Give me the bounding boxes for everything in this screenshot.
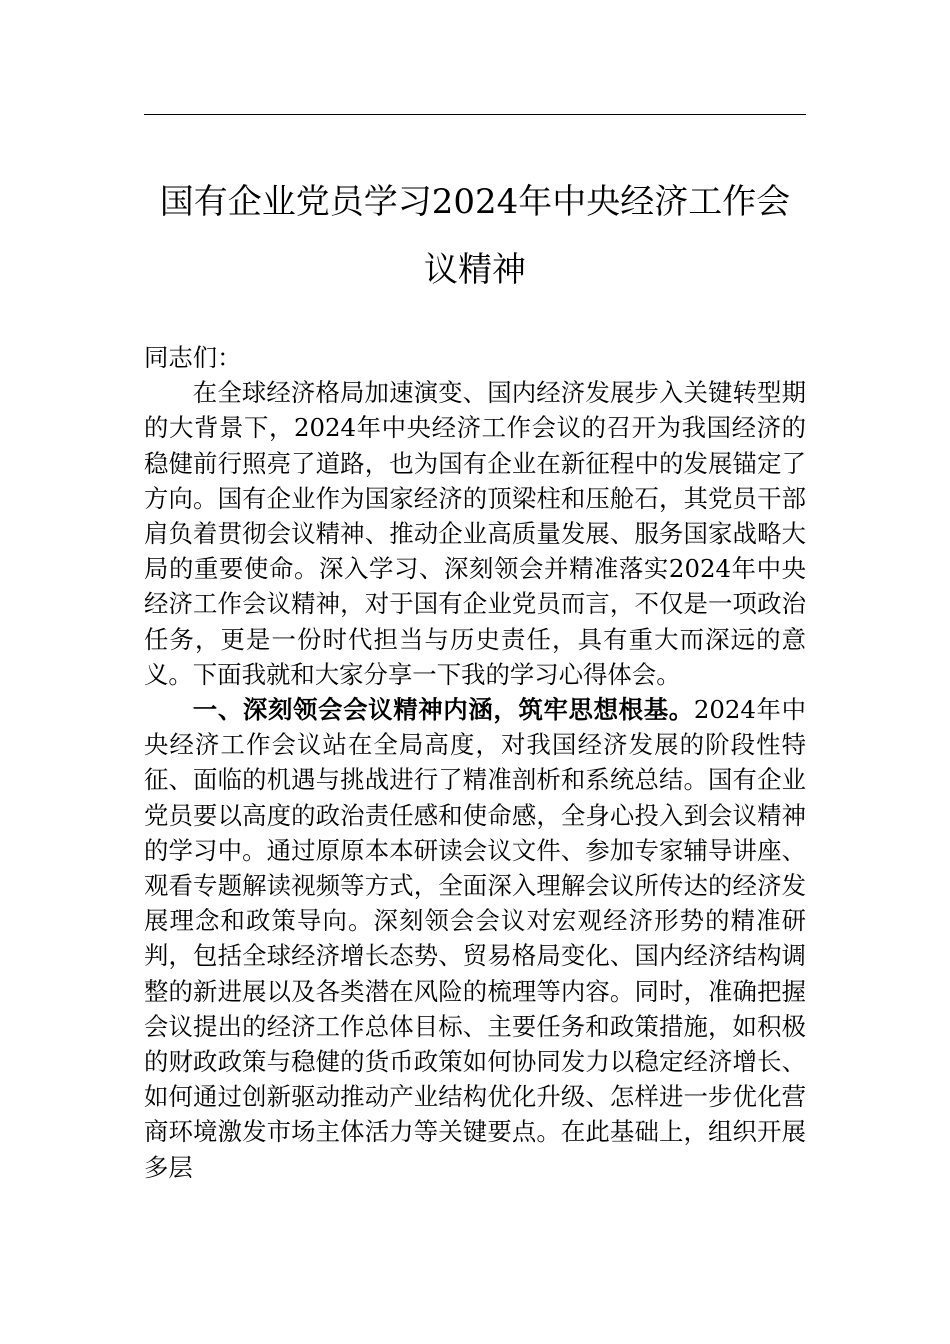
document-title: 国有企业党员学习2024年中央经济工作会议精神	[159, 182, 791, 290]
section-1-heading: 一、深刻领会会议精神内涵，筑牢思想根基。	[192, 695, 694, 725]
salutation: 同志们：	[144, 343, 242, 372]
paragraph-intro-text: 在全球经济格局加速演变、国内经济发展步入关键转型期的大背景下，2024年中央经济工作会议的召开为我国经济的稳健前行照亮了道路，也为国有企业在新征程中的发展锚定了方向。国有企业作为国家经济的顶梁柱和压舱石，其党员干部肩负着贯彻会议精神、推动企业高质量发展、服务国家战略大局的重要使命。深入学习、深刻领会并精准落实2024年中央经济工作会议精神，对于国有企业党员而言，不仅是一项政治任务，更是一份时代担当与历史责任，具有重大而深远的意义。下面我就和大家分享一下我的学习心得体会。	[144, 378, 806, 689]
document-body	[144, 340, 806, 1185]
header-rule	[144, 114, 806, 115]
paragraph-intro	[144, 375, 806, 692]
paragraph-section-1	[144, 692, 806, 1185]
section-1-text: 2024年中央经济工作会议站在全局高度，对我国经济发展的阶段性特征、面临的机遇与挑战进行了精准剖析和系统总结。国有企业党员要以高度的政治责任感和使命感，全身心投入到会议精神的学习中。通过原原本本研读会议文件、参加专家辅导讲座、观看专题解读视频等方式，全面深入理解会议所传达的经济发展理念和政策导向。深刻领会会议对宏观经济形势的精准研判，包括全球经济增长态势、贸易格局变化、国内经济结构调整的新进展以及各类潜在风险的梳理等内容。同时，准确把握会议提出的经济工作总体目标、主要任务和政策措施，如积极的财政政策与稳健的货币政策如何协同发力以稳定经济增长、如何通过创新驱动推动产业结构优化升级、怎样进一步优化营商环境激发市场主体活力等关键要点。在此基础上，组织开展多层	[144, 695, 806, 1182]
